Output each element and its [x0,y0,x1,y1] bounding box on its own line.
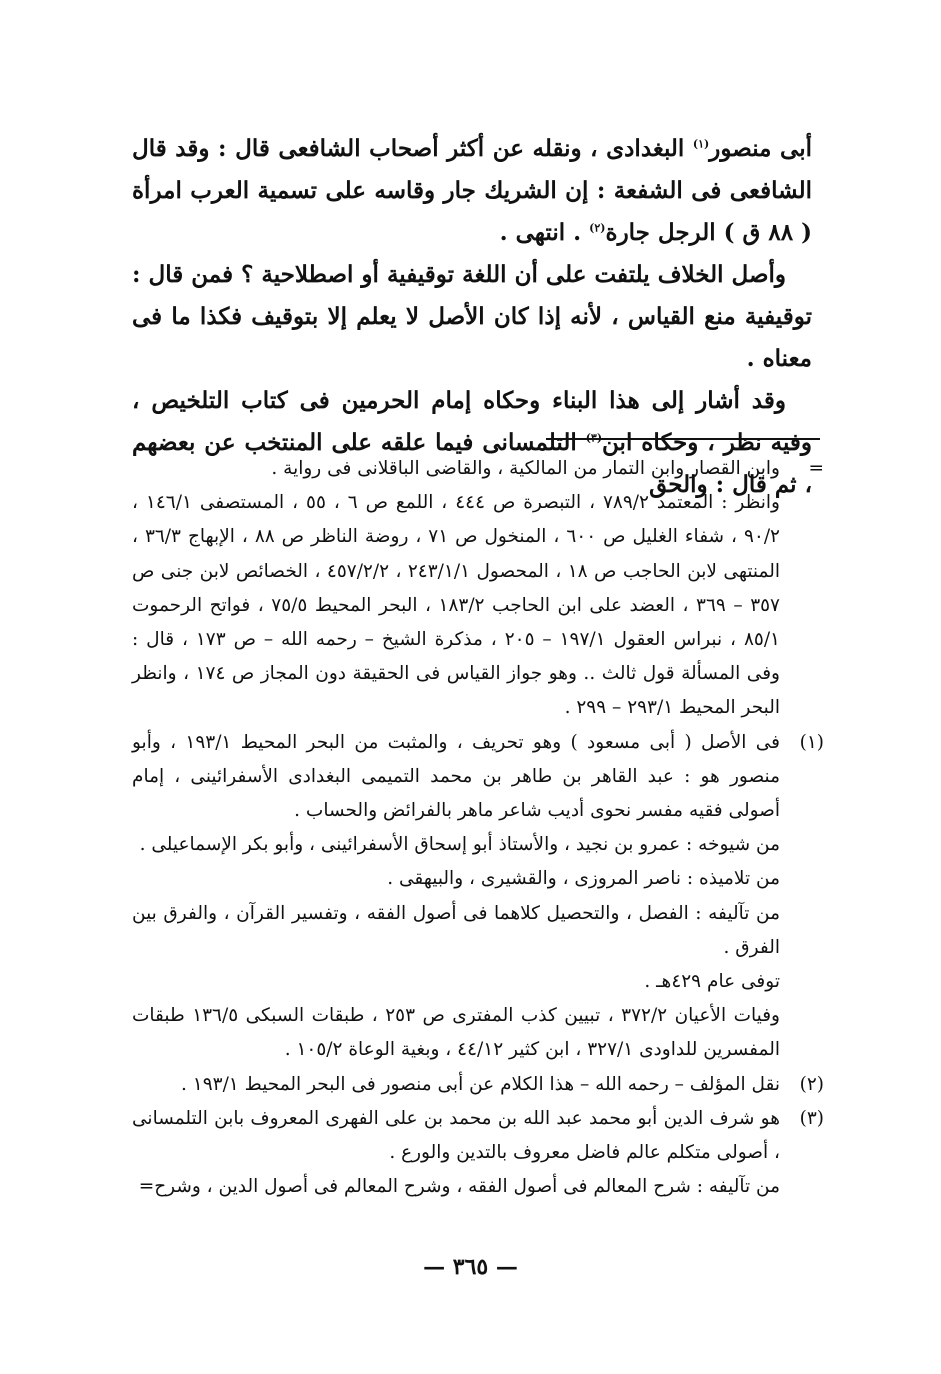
page-number: — ٣٦٥ — [423,1254,518,1280]
footnote-1-body [132,726,780,1068]
footnote-line: توفى عام ٤٢٩هـ . [644,971,780,993]
paragraph-1-segment-1: أبى منصور [709,135,812,162]
footnote-2 [132,1068,824,1102]
main-text [132,128,812,506]
footnote-ref-2: (٢) [589,221,606,235]
footnote-line: من شيوخه : عمرو بن نجيد ، والأستاذ أبو إسحاق الأسفرائينى ، وأبو بكر الإسماعيلى . [139,834,780,856]
footnote-separator-rule [546,438,820,440]
footnote-3 [132,1102,824,1205]
footnote-1-marker: (١) [799,731,824,753]
continuation-marker: = [808,458,824,479]
footnote-line: هو شرف الدين أبو محمد عبد الله بن محمد بن على الفهرى المعروف بابن التلمسانى ، أصولى متكلم عالم فاضل معروف بالتدين والورع . [132,1107,780,1164]
footnote-line: من تآليفه : الفصل ، والتحصيل كلاهما فى أصول الفقه ، وتفسير القرآن ، والفرق بين الفرق . [132,902,780,958]
paragraph-1-segment-2: البغدادى ، ونقله عن أكثر أصحاب الشافعى قال : وقد قال الشافعى فى الشفعة : إن الشريك جار وقاسه على تسمية العرب امرأة ( ٨٨ ق ) الرجل جارة [132,135,812,246]
footnote-line: وفيات الأعيان ٣٧٢/٢ ، تبيين كذب المفترى ص ٢٥٣ ، طبقات السبكى ١٣٦/٥ طبقات المفسرين للداودى ٣٢٧/١ ، ابن كثير ٤٤/١٢ ، وبغية الوعاة ١٠٥/٢ . [132,1005,780,1061]
footnote-line: من تآليفه : شرح المعالم فى أصول الفقه ، وشرح المعالم فى أصول الدين ، وشرح= [138,1176,780,1198]
footnote-line: نقل المؤلف – رحمه الله – هذا الكلام عن أبى منصور فى البحر المحيط ١٩٣/١ . [181,1073,780,1095]
footnote-continuation [132,452,824,726]
footnote-3-body [132,1102,780,1205]
footnote-line: من تلاميذه : ناصر المروزى ، والقشيرى ، والبيهقى . [387,868,780,890]
footnote-ref-3: (٣) [585,431,603,445]
main-paragraph-2: وأصل الخلاف يلتفت على أن اللغة توقيفية أو اصطلاحية ؟ فمن قال : توقيفية منع القياس ، لأنه إذا كان الأصل لا يعلم إلا بتوقيف فكذا ما فى معناه . [132,261,812,372]
paragraph-3-segment-2: التلمسانى فيما علقه على المنتخب عن بعضهم ، ثم قال : والحق [132,429,812,498]
paragraph-3-segment-1: وقد أشار إلى هذا البناء وحكاه إمام الحرمين فى كتاب التلخيص ، وفيه نظر ، وحكاه ابن [132,387,813,456]
footnote-3-marker: (٣) [799,1107,824,1129]
footnote-2-body [132,1068,780,1102]
footnote-line: وانظر : المعتمد ٧٨٩/٢ ، التبصرة ص ٤٤٤ ، اللمع ص ٦ ، ٥٥ ، المستصفى ١٤٦/١ ، ٩٠/٢ ، شفاء الغليل ص ٦٠٠ ، المنخول ص ٧١ ، روضة الناظر ص ٨٨ ، الإبهاج ٣٦/٣ ، المنتهى لابن الحاجب ص ١٨ ، المحصول ٢٤٣/١/١ ، ٤٥٧/٢/٢ ، الخصائص لابن جنى ص ٣٥٧ – ٣٦٩ ، العضد على ابن الحاجب ١٨٣/٢ ، البحر المحيط ٧٥/٥ ، فواتح الرحموت ٨٥/١ ، نبراس العقول ١٩٧/١ – ٢٠٥ ، مذكرة الشيخ – رحمه الله – ص ١٧٣ ، قال : وفى المسألة قول ثالث .. وهو جواز القياس فى الحقيقة دون المجاز ص ١٧٤ ، وانظر البحر المحيط ٢٩٣/١ – ٢٩٩ . [132,492,780,719]
footnotes-section [132,452,824,1204]
continuation-body [132,452,780,726]
footnote-2-marker: (٢) [799,1073,824,1095]
main-paragraph-1 [132,128,812,254]
footnote-1 [132,726,824,1068]
paragraph-1-segment-3: . انتهى . [499,219,590,246]
footnote-line: فى الأصل ( أبى مسعود ) وهو تحريف ، والمثبت من البحر المحيط ١٩٣/١ ، وأبو منصور هو : عبد القاهر بن طاهر بن محمد التميمى البغدادى الأسفرائينى ، إمام أصولى فقيه مفسر نحوى أديب شاعر ماهر بالفرائض والحساب . [132,731,781,822]
footnote-ref-1: (١) [692,137,710,151]
footnote-line: وابن القصار وابن التمار من المالكية ، والقاضى الباقلانى فى رواية . [271,458,780,479]
